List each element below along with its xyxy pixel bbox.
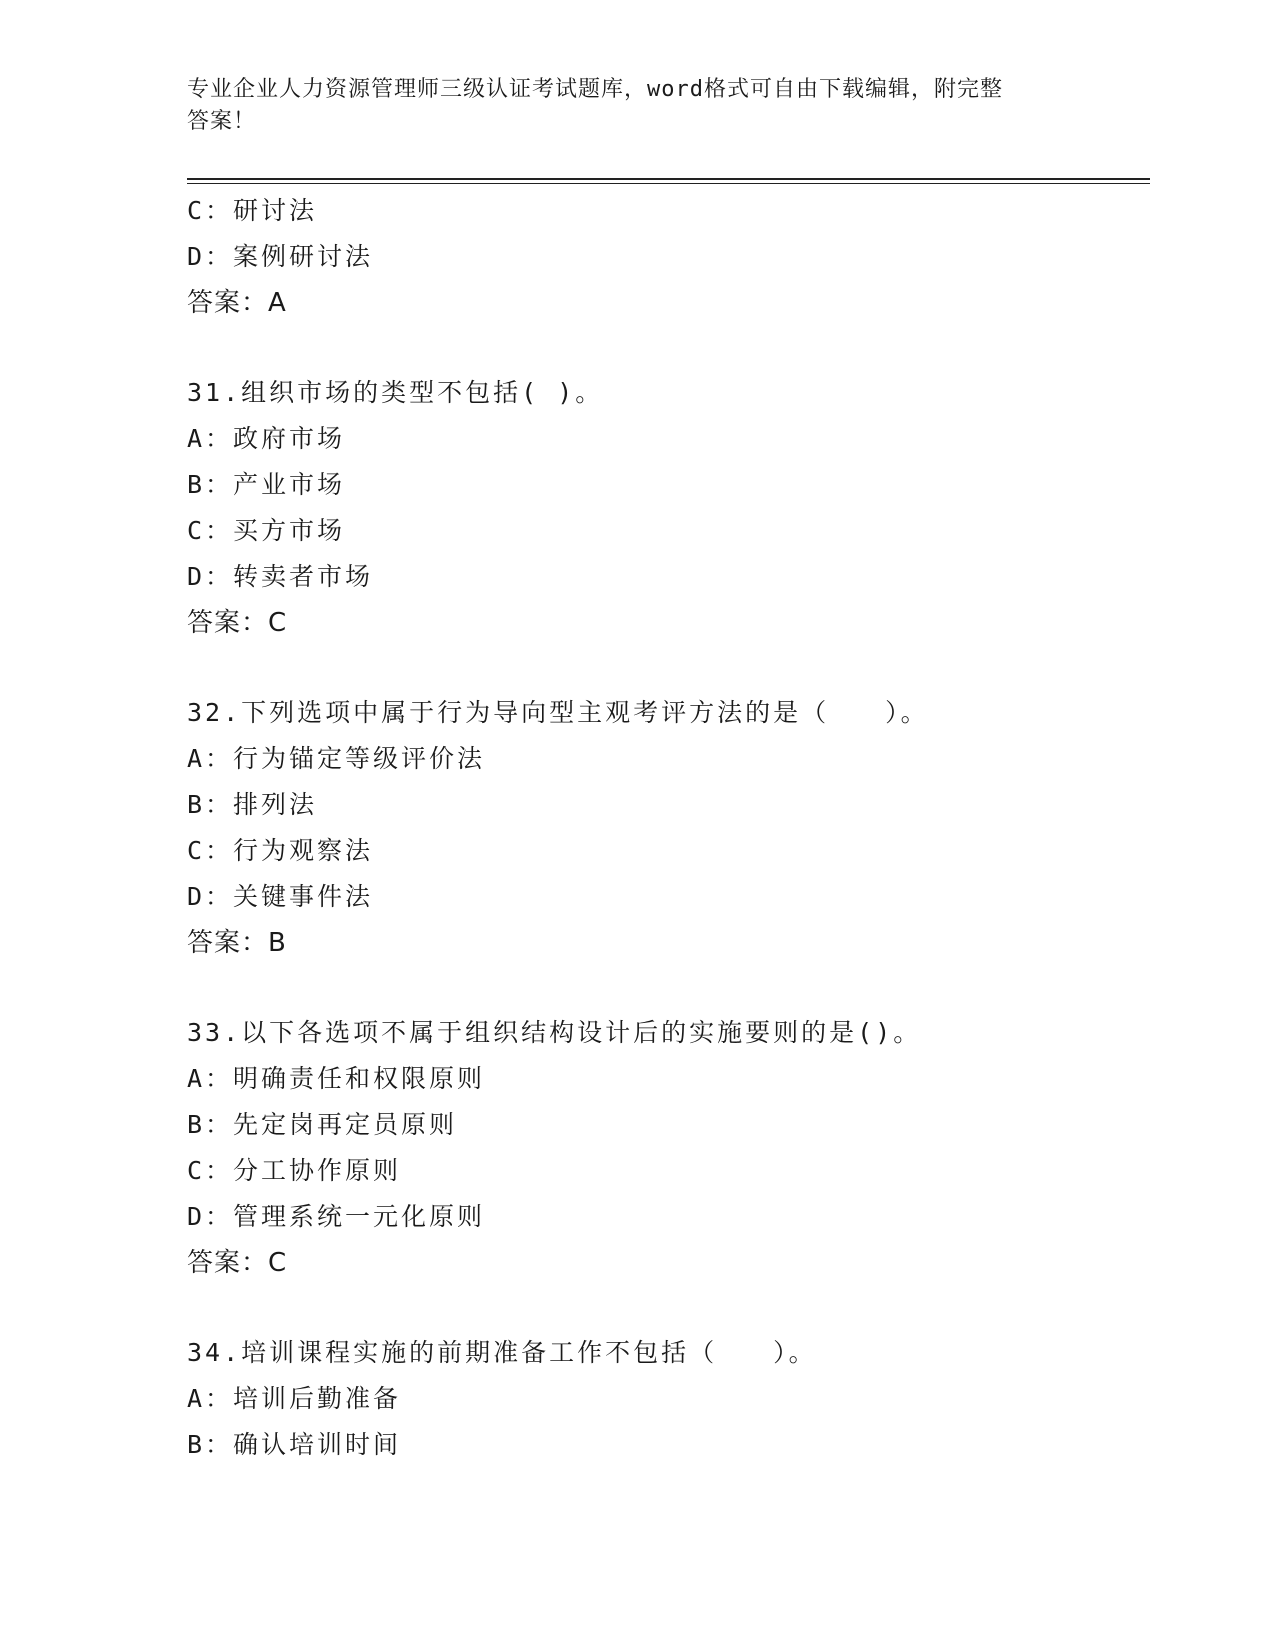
option-d: D：案例研讨法 — [187, 242, 374, 271]
spacer — [187, 1286, 1147, 1330]
option-a: A：培训后勤准备 — [187, 1384, 402, 1413]
question-31 — [187, 370, 1147, 646]
option-a: A：政府市场 — [187, 424, 346, 453]
question-prev — [187, 188, 1147, 326]
option-b: B：产业市场 — [187, 470, 346, 499]
option-d: D：关键事件法 — [187, 882, 374, 911]
option-b: B：排列法 — [187, 790, 318, 819]
header-rule-thin — [187, 183, 1150, 184]
spacer — [187, 966, 1147, 1010]
option-d: D：管理系统一元化原则 — [187, 1202, 486, 1231]
question-33 — [187, 1010, 1147, 1286]
answer-line: 答案：C — [187, 1248, 288, 1278]
header-rule-thick — [187, 178, 1150, 180]
option-a: A：行为锚定等级评价法 — [187, 744, 486, 773]
option-b: B：先定岗再定员原则 — [187, 1110, 458, 1139]
question-stem: 33.以下各选项不属于组织结构设计后的实施要则的是()。 — [187, 1018, 922, 1047]
header-line-2: 答案！ — [187, 109, 257, 134]
spacer — [187, 326, 1147, 370]
option-b: B：确认培训时间 — [187, 1430, 402, 1459]
page-header — [187, 74, 1087, 138]
question-34 — [187, 1330, 1147, 1468]
question-stem: 34.培训课程实施的前期准备工作不包括（ ）。 — [187, 1338, 817, 1367]
option-a: A：明确责任和权限原则 — [187, 1064, 486, 1093]
question-list — [187, 188, 1147, 1468]
question-stem: 32.下列选项中属于行为导向型主观考评方法的是（ ）。 — [187, 698, 929, 727]
option-c: C：行为观察法 — [187, 836, 374, 865]
header-line-1: 专业企业人力资源管理师三级认证考试题库，word格式可自由下载编辑，附完整 — [187, 77, 1003, 102]
question-stem: 31.组织市场的类型不包括( )。 — [187, 378, 604, 407]
spacer — [187, 646, 1147, 690]
option-c: C：研讨法 — [187, 196, 318, 225]
option-d: D：转卖者市场 — [187, 562, 374, 591]
question-32 — [187, 690, 1147, 966]
answer-line: 答案：B — [187, 928, 287, 958]
option-c: C：分工协作原则 — [187, 1156, 402, 1185]
answer-line: 答案：C — [187, 608, 288, 638]
option-c: C：买方市场 — [187, 516, 346, 545]
answer-line: 答案：A — [187, 288, 287, 318]
